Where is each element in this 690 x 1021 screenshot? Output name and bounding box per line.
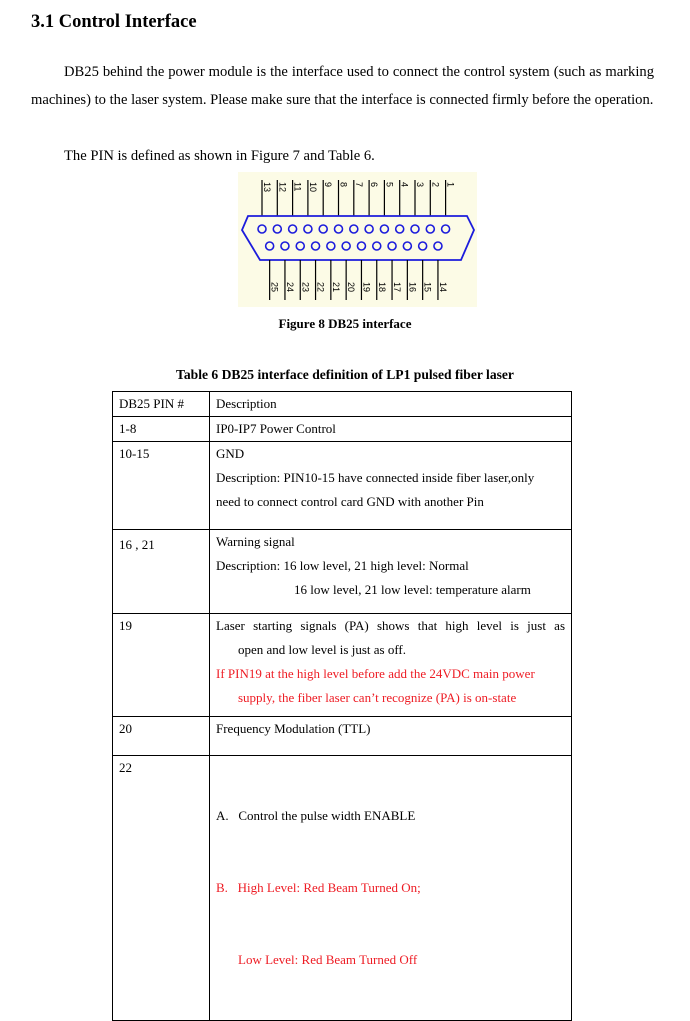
pin-cell: 16 , 21 xyxy=(113,530,210,614)
pin-number-label: 21 xyxy=(330,282,341,293)
pin-number-label: 23 xyxy=(300,282,311,293)
pin-cell: 1-8 xyxy=(113,417,210,442)
header-pin: DB25 PIN # xyxy=(113,392,210,417)
figure-caption: Figure 8 DB25 interface xyxy=(278,316,412,331)
pin-number-label: 9 xyxy=(323,182,334,188)
pin-number-label: 12 xyxy=(277,182,288,193)
pin-number-label: 7 xyxy=(353,182,364,188)
description-line: A. Control the pulse width ENABLE xyxy=(216,808,416,823)
description-line: open and low level is just as off. xyxy=(238,642,407,657)
pin-number-label: 15 xyxy=(422,282,433,293)
pin-number-label: 2 xyxy=(430,182,441,188)
section-heading: 3.1 Control Interface xyxy=(31,12,197,32)
pin-number-label: 6 xyxy=(369,182,380,188)
pin-number-label: 25 xyxy=(269,282,280,293)
pin-number-label: 22 xyxy=(315,282,326,293)
connector-shell xyxy=(242,216,474,260)
pin-number-label: 14 xyxy=(437,282,448,293)
description-cell xyxy=(210,417,572,442)
pin-cell: 19 xyxy=(113,614,210,717)
description-line: Description: 16 low level, 21 high level: Normal xyxy=(216,558,469,573)
pin-number-label: 1 xyxy=(445,182,456,188)
intro-paragraph: DB25 behind the power module is the interface used to connect the control system (such as marking machines) to the laser system. Please make sure that the interface is connected firmly before the operation. xyxy=(31,64,654,108)
pin-cell: 22 xyxy=(113,756,210,1021)
warning-line: If PIN19 at the high level before add the 24VDC main power xyxy=(216,666,535,681)
table-row xyxy=(113,417,572,442)
description-cell xyxy=(210,530,572,614)
pin-number-label: 13 xyxy=(262,182,272,193)
warning-line: supply, the fiber laser can’t recognize (PA) is on-state xyxy=(238,690,517,705)
pin-definition-table xyxy=(112,391,572,1021)
table-header-row xyxy=(113,392,572,417)
db25-connector-diagram xyxy=(238,172,477,307)
description-cell xyxy=(210,717,572,756)
description-line: IP0-IP7 Power Control xyxy=(216,421,336,436)
pin-number-label: 24 xyxy=(284,282,295,293)
pin-number-label: 18 xyxy=(376,282,387,293)
red-beam-off-line: Low Level: Red Beam Turned Off xyxy=(238,952,418,967)
pin-number-label: 5 xyxy=(384,182,395,188)
red-beam-on-line: B. High Level: Red Beam Turned On; xyxy=(216,880,421,895)
pin-number-label: 8 xyxy=(338,182,349,188)
description-line: Frequency Modulation (TTL) xyxy=(216,721,371,736)
description-line: GND xyxy=(216,446,245,461)
description-line: 16 low level, 21 low level: temperature alarm xyxy=(294,582,531,597)
pin-cell: 20 xyxy=(113,717,210,756)
description-line: need to connect control card GND with another Pin xyxy=(216,494,484,509)
db25-connector-figure xyxy=(238,172,477,307)
table-row xyxy=(113,614,572,717)
description-line: Warning signal xyxy=(216,534,295,549)
table-row xyxy=(113,530,572,614)
pin-number-label: 10 xyxy=(307,182,318,193)
description-line: Laser starting signals (PA) shows that high level is just as xyxy=(216,618,565,633)
pin-number-label: 19 xyxy=(361,282,372,293)
description-cell xyxy=(210,614,572,717)
pin-cell: 10-15 xyxy=(113,442,210,530)
pin-number-label: 4 xyxy=(399,182,410,188)
table-row xyxy=(113,717,572,756)
pin-number-label: 16 xyxy=(407,282,418,293)
table-row xyxy=(113,756,572,1021)
header-description: Description xyxy=(210,392,572,417)
table-caption: Table 6 DB25 interface definition of LP1 pulsed fiber laser xyxy=(176,367,514,382)
pin-number-label: 3 xyxy=(415,182,425,188)
table-row xyxy=(113,442,572,530)
pin-number-label: 11 xyxy=(292,182,303,192)
pin-number-label: 17 xyxy=(392,282,403,293)
pin-reference-paragraph: The PIN is defined as shown in Figure 7 and Table 6. xyxy=(64,148,375,164)
description-cell xyxy=(210,442,572,530)
description-cell xyxy=(210,756,572,1021)
pin-number-label: 20 xyxy=(346,282,357,293)
description-line: Description: PIN10-15 have connected inside fiber laser,only xyxy=(216,470,535,485)
